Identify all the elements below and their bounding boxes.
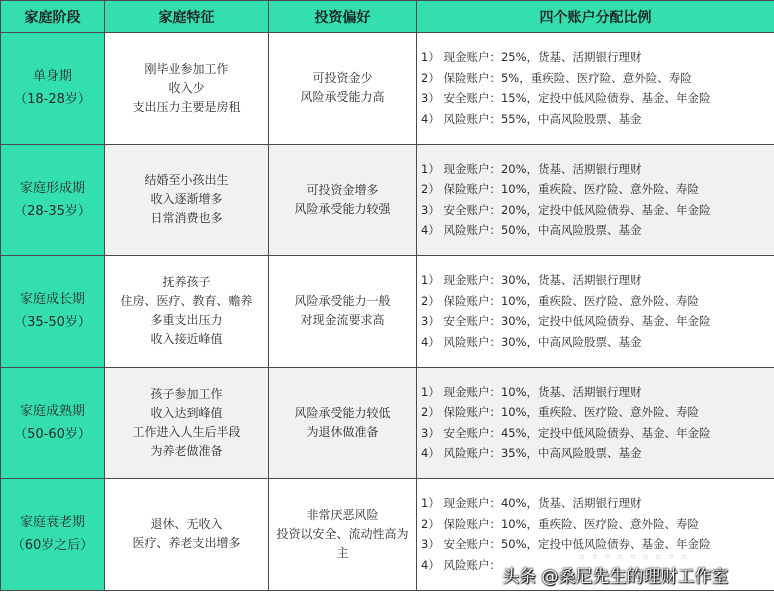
features-cell bbox=[105, 479, 269, 591]
header-allocation: 四个账户分配比例 bbox=[417, 1, 774, 33]
allocation-line: 1） 现金账户：20%，货基、活期银行理财 bbox=[421, 161, 642, 176]
watermark: 头条 @桑尼先生的理财工作室 bbox=[502, 567, 729, 587]
features-line: 刚毕业参加工作 bbox=[144, 61, 229, 76]
preference-line: 可投资金增多 bbox=[306, 182, 379, 197]
features-line: 抚养孩子 bbox=[162, 275, 211, 290]
allocation-line: 2） 保险账户：10%，重疾险、医疗险、意外险、寿险 bbox=[421, 293, 700, 308]
allocation-line: 3） 安全账户：20%，定投中低风险债券、基金、年金险 bbox=[421, 202, 711, 217]
features-line: 收入接近峰值 bbox=[150, 332, 223, 347]
features-line: 工作进入人生后半段 bbox=[132, 424, 241, 439]
stage-line: （18-28岁） bbox=[14, 92, 91, 108]
features-line: 收入少 bbox=[168, 80, 205, 95]
table-row bbox=[1, 367, 774, 479]
preference-line: 对现金流要求高 bbox=[300, 313, 385, 328]
preference-line: 风险承受能力较低 bbox=[294, 405, 391, 420]
preference-cell bbox=[269, 256, 417, 368]
allocation-cell bbox=[417, 33, 774, 145]
preference-line: 风险承受能力较强 bbox=[294, 201, 391, 216]
preference-line: 风险承受能力高 bbox=[300, 90, 385, 105]
stage-line: 家庭成熟期 bbox=[19, 403, 85, 419]
preference-line: 风险承受能力一般 bbox=[294, 294, 391, 309]
allocation-cell bbox=[417, 144, 774, 256]
features-line: 支出压力主要是房租 bbox=[132, 99, 241, 114]
features-line: 日常消费也多 bbox=[150, 211, 223, 226]
allocation-line: 3） 安全账户：50%，定投中低风险债券、基金、年金险 bbox=[421, 537, 711, 552]
table-row bbox=[1, 33, 774, 145]
preference-line: 可投资金少 bbox=[312, 71, 373, 86]
header-row bbox=[1, 1, 774, 33]
allocation-line: 4） 风险账户：30%，中高风险股票、基金 bbox=[421, 334, 642, 349]
allocation-line: 1） 现金账户：25%，货基、活期银行理财 bbox=[421, 50, 642, 65]
header-preference: 投资偏好 bbox=[269, 1, 417, 33]
table-row bbox=[1, 144, 774, 256]
allocation-line: 2） 保险账户：5%，重疾险、医疗险、意外险、寿险 bbox=[421, 70, 692, 85]
allocation-line: 2） 保险账户：10%，重疾险、医疗险、意外险、寿险 bbox=[421, 516, 700, 531]
features-line: 退休、无收入 bbox=[150, 517, 223, 532]
allocation-line: 4） 风险账户：35%，中高风险股票、基金 bbox=[421, 446, 642, 461]
stage-line: （28-35岁） bbox=[14, 203, 91, 219]
stage-line: （60岁之后） bbox=[11, 538, 94, 554]
features-line: 住房、医疗、教育、赡养 bbox=[120, 294, 253, 309]
preference-cell bbox=[269, 33, 417, 145]
allocation-line: 1） 现金账户：10%，货基、活期银行理财 bbox=[421, 384, 642, 399]
features-cell bbox=[105, 144, 269, 256]
features-line: 收入逐渐增多 bbox=[150, 192, 223, 207]
allocation-cell bbox=[417, 367, 774, 479]
allocation-line: 2） 保险账户：10%，重疾险、医疗险、意外险、寿险 bbox=[421, 182, 700, 197]
features-line: 孩子参加工作 bbox=[150, 386, 223, 401]
features-cell bbox=[105, 367, 269, 479]
features-cell bbox=[105, 256, 269, 368]
allocation-cell bbox=[417, 256, 774, 368]
header-stage: 家庭阶段 bbox=[1, 1, 105, 33]
preference-line: 投资以安全、流动性高为 bbox=[276, 526, 409, 541]
features-line: 多重支出压力 bbox=[150, 313, 223, 328]
features-line: 医疗、养老支出增多 bbox=[132, 536, 241, 551]
preference-line: 主 bbox=[336, 545, 349, 560]
allocation-line: 3） 安全账户：45%，定投中低风险债券、基金、年金险 bbox=[421, 425, 711, 440]
table-row bbox=[1, 256, 774, 368]
allocation-line: 1） 现金账户：40%，货基、活期银行理财 bbox=[421, 496, 642, 511]
preference-line: 为退休做准备 bbox=[306, 424, 379, 439]
allocation-line: 4） 风险账户：50%，中高风险股票、基金 bbox=[421, 223, 642, 238]
stage-line: 家庭形成期 bbox=[19, 180, 85, 196]
stage-line: （50-60岁） bbox=[14, 426, 91, 442]
stage-cell bbox=[1, 367, 105, 479]
watermark-ghost: ◦ ◦ ◦ ◦ ◦ ◦ ◦ ◦ ◦ bbox=[578, 550, 688, 566]
stage-cell bbox=[1, 33, 105, 145]
preference-line: 非常厌恶风险 bbox=[306, 507, 379, 522]
stage-cell bbox=[1, 144, 105, 256]
stage-line: 家庭成长期 bbox=[19, 292, 85, 308]
header-features: 家庭特征 bbox=[105, 1, 269, 33]
preference-cell bbox=[269, 479, 417, 591]
stage-cell bbox=[1, 479, 105, 591]
allocation-line: 2） 保险账户：10%，重疾险、医疗险、意外险、寿险 bbox=[421, 405, 700, 420]
allocation-line: 3） 安全账户：30%，定投中低风险债券、基金、年金险 bbox=[421, 314, 711, 329]
features-line: 收入达到峰值 bbox=[150, 405, 223, 420]
preference-cell bbox=[269, 144, 417, 256]
stage-cell bbox=[1, 256, 105, 368]
preference-cell bbox=[269, 367, 417, 479]
features-line: 为养老做准备 bbox=[150, 443, 223, 458]
features-line: 结婚至小孩出生 bbox=[144, 173, 229, 188]
stage-line: （35-50岁） bbox=[14, 315, 91, 331]
stage-line: 单身期 bbox=[32, 69, 72, 85]
allocation-line: 4） 风险账户：55%，中高风险股票、基金 bbox=[421, 111, 642, 126]
stage-line: 家庭衰老期 bbox=[19, 515, 85, 531]
allocation-line: 4） 风险账户： bbox=[421, 557, 501, 572]
features-cell bbox=[105, 33, 269, 145]
allocation-line: 3） 安全账户：15%，定投中低风险债券、基金、年金险 bbox=[421, 91, 711, 106]
allocation-line: 1） 现金账户：30%，货基、活期银行理财 bbox=[421, 273, 642, 288]
